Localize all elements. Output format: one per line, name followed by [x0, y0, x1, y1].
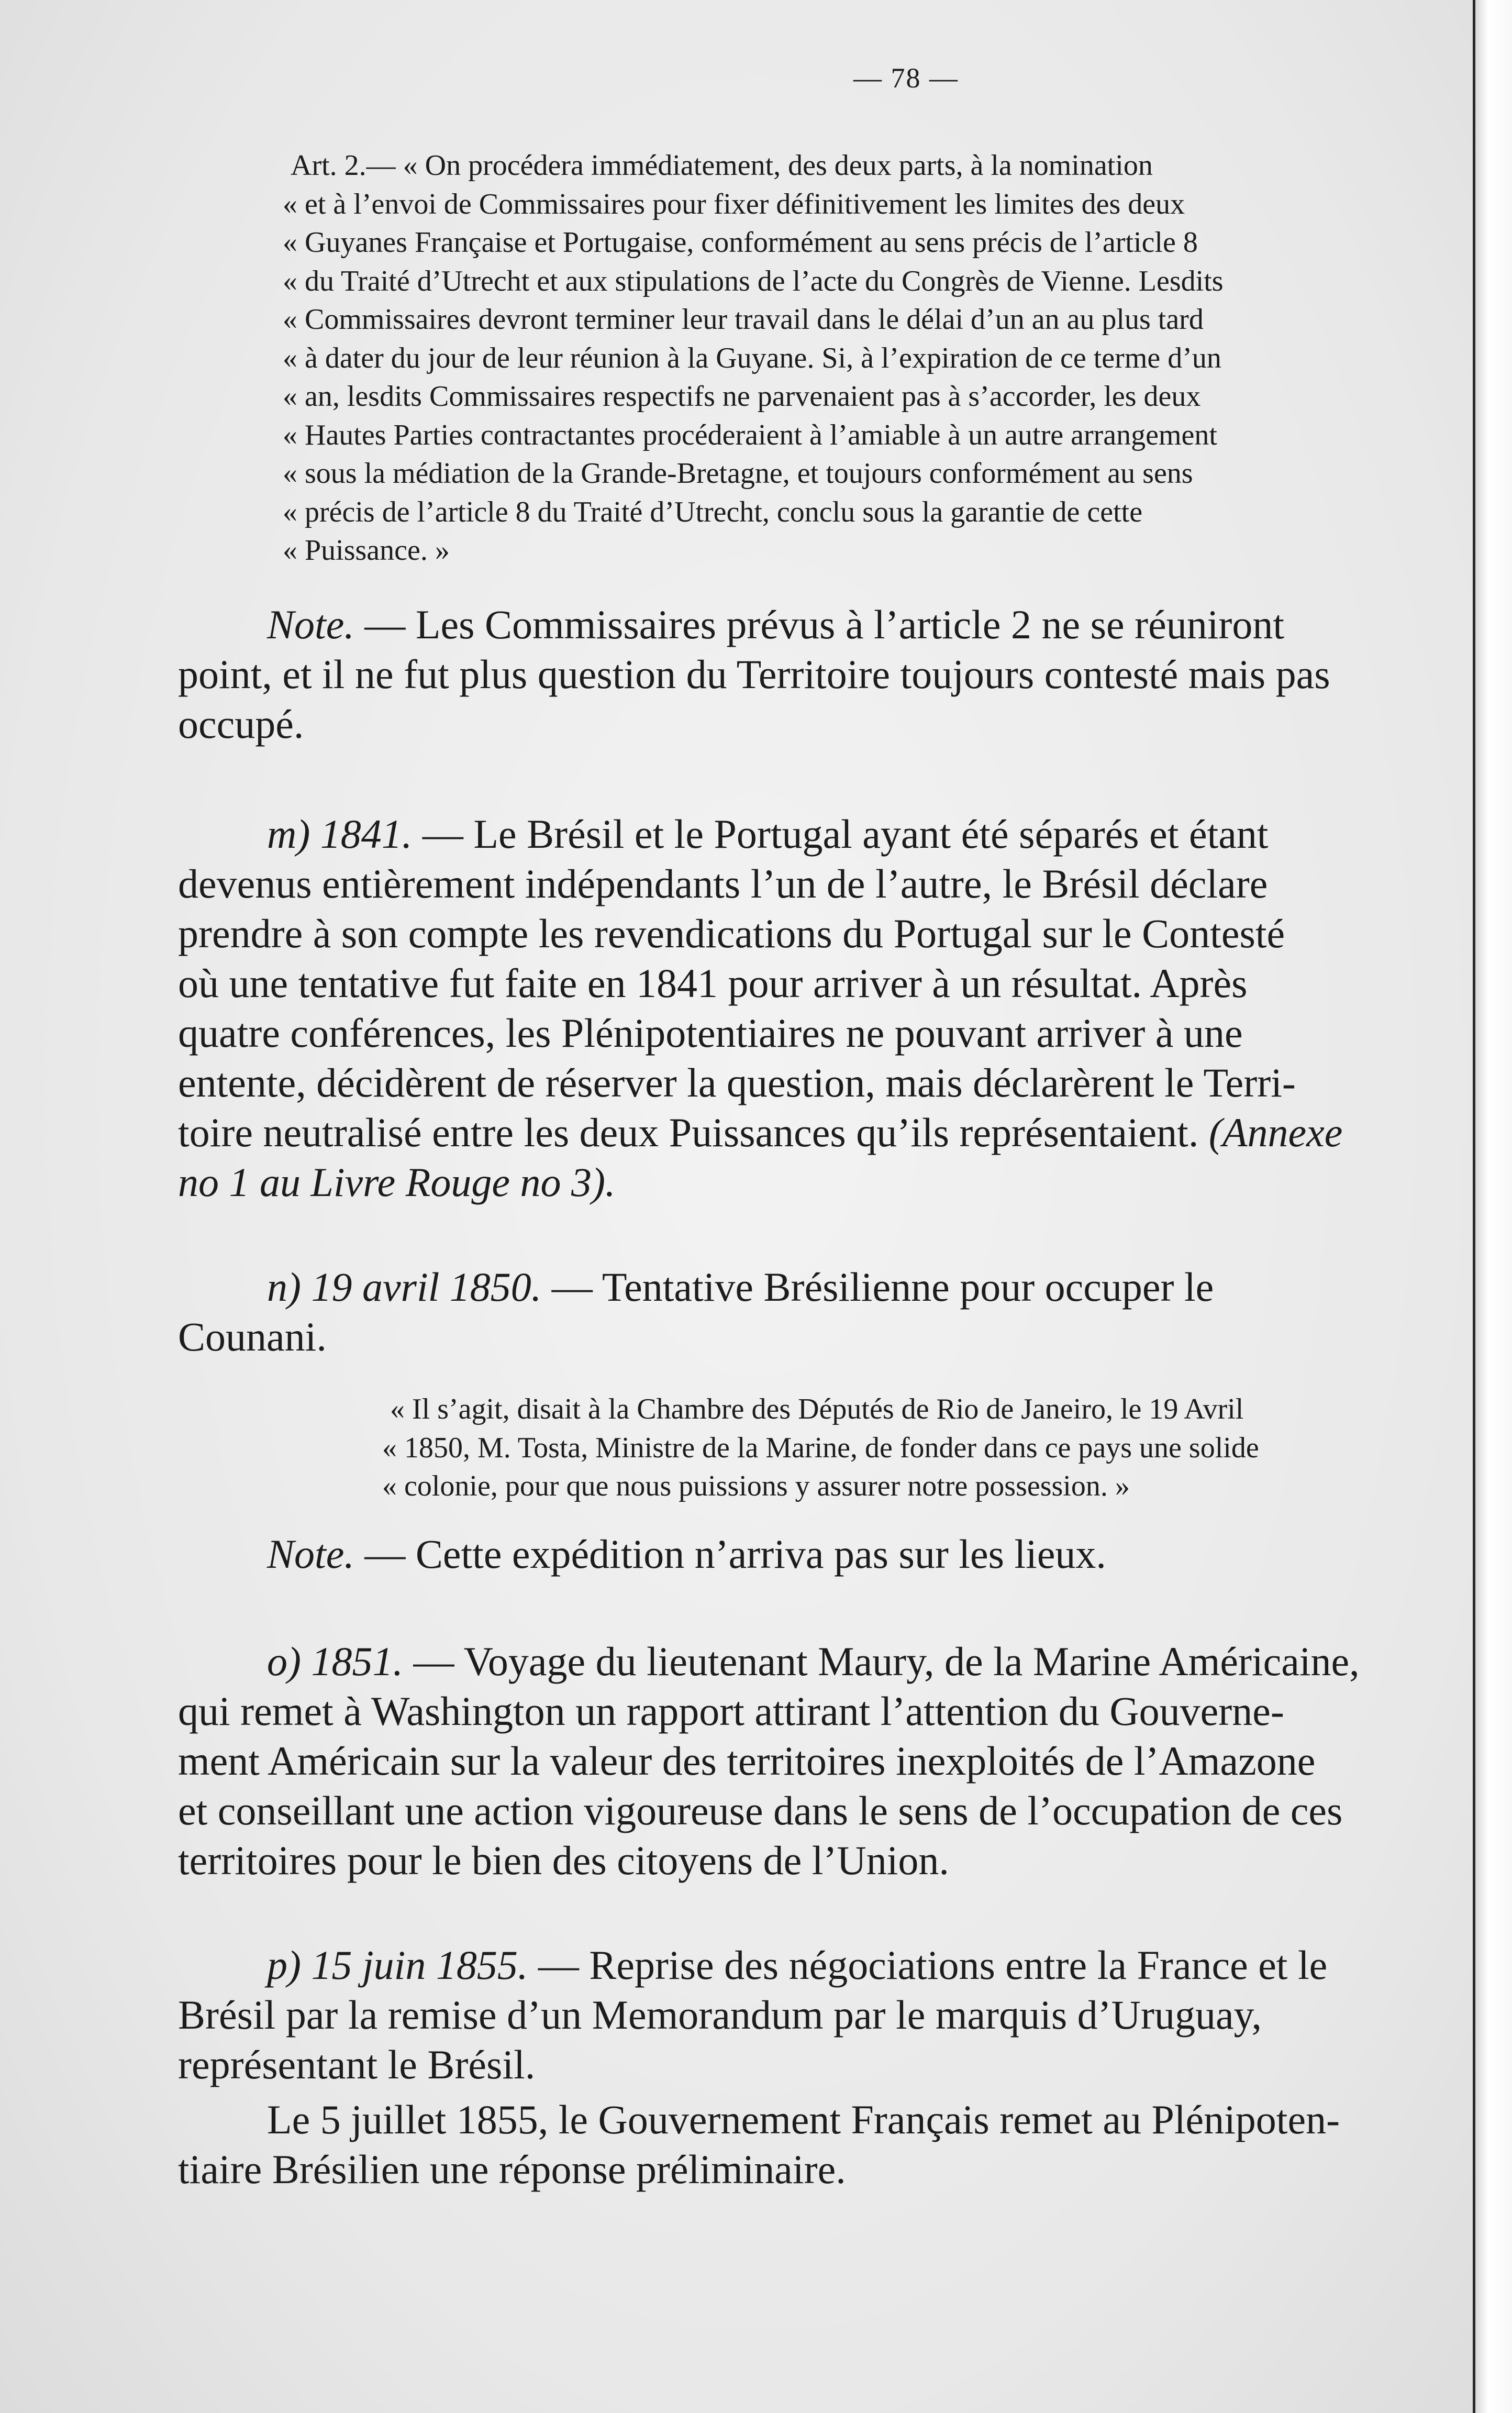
entry-text: entente, décidèrent de réserver la question, mais déclarèrent le Terri- [178, 1060, 1296, 1105]
note-text: occupé. [178, 701, 304, 747]
quote-line: « Il s’agit, disait à la Chambre des Députés de Rio de Janeiro, le 19 Avril [390, 1393, 1244, 1425]
note-commissaires [178, 600, 1400, 749]
entry-text: prendre à son compte les revendications du Portugal sur le Contesté [178, 911, 1285, 956]
note-expedition [178, 1529, 1400, 1579]
note-label: Note. [267, 1531, 354, 1577]
entry-text: — Voyage du lieutenant Maury, de la Marine Américaine, [403, 1639, 1360, 1684]
entry-1841 [178, 809, 1400, 1207]
rio-quote [277, 1390, 1400, 1506]
entry-text: — Tentative Brésilienne pour occuper le [541, 1264, 1214, 1310]
article-line: « sous la médiation de la Grande-Bretagne, et toujours conformément au sens [283, 457, 1193, 490]
entry-text: représentant le Brésil. [178, 2042, 536, 2087]
article-line: « Guyanes Française et Portugaise, conformément au sens précis de l’article 8 [283, 226, 1198, 259]
article-line: « à dater du jour de leur réunion à la Guyane. Si, à l’expiration de ce terme d’un [283, 341, 1221, 374]
entry-text: — Le Brésil et le Portugal ayant été séparés et étant [412, 811, 1269, 857]
article-line: « an, lesdits Commissaires respectifs ne parvenaient pas à s’accorder, les deux [283, 380, 1201, 413]
note-text: point, et il ne fut plus question du Territoire toujours contesté mais pas [178, 651, 1330, 697]
entry-text: Brésil par la remise d’un Memorandum par le marquis d’Uruguay, [178, 1992, 1262, 2038]
entry-text: devenus entièrement indépendants l’un de l’autre, le Brésil déclare [178, 861, 1268, 906]
page-number: — 78 — [853, 62, 959, 94]
entry-label: o) 1851. [267, 1639, 403, 1684]
article-line: « Commissaires devront terminer leur travail dans le délai d’un an au plus tard [283, 303, 1204, 336]
entry-1855-response [178, 2095, 1400, 2194]
page-binding-edge [1473, 0, 1512, 2413]
annex-reference: (Annexe [1208, 1110, 1343, 1155]
entry-text: territoires pour le bien des citoyens de l’Union. [178, 1838, 949, 1883]
entry-1851 [178, 1636, 1400, 1885]
entry-1855 [178, 1940, 1400, 2089]
entry-text: et conseillant une action vigoureuse dans le sens de l’occupation de ces [178, 1788, 1343, 1833]
note-text: — Les Commissaires prévus à l’article 2 ne se réuniront [354, 602, 1285, 647]
article-line: « Puissance. » [283, 534, 450, 567]
article-line: « Hautes Parties contractantes procéderaient à l’amiable à un autre arrangement [283, 418, 1217, 451]
entry-text: toire neutralisé entre les deux Puissances qu’ils représentaient. [178, 1110, 1209, 1155]
entry-label: n) 19 avril 1850. [267, 1264, 542, 1310]
entry-text: Counani. [178, 1314, 327, 1359]
entry-label: p) 15 juin 1855. [267, 1942, 528, 1988]
entry-label: m) 1841. [267, 811, 413, 857]
article-line: Art. 2.— « On procédera immédiatement, des deux parts, à la nomination [291, 149, 1153, 182]
article-line: « et à l’envoi de Commissaires pour fixer définitivement les limites des deux [283, 187, 1185, 220]
note-label: Note. [267, 602, 354, 647]
annex-reference: no 1 au Livre Rouge no 3). [178, 1159, 616, 1205]
entry-text: quatre conférences, les Plénipotentiaires ne pouvant arriver à une [178, 1010, 1243, 1056]
entry-1850 [178, 1262, 1400, 1362]
quote-line: « 1850, M. Tosta, Ministre de la Marine, de fonder dans ce pays une solide [382, 1431, 1259, 1464]
article-line: « précis de l’article 8 du Traité d’Utrecht, conclu sous la garantie de cette [283, 495, 1143, 528]
entry-text: ment Américain sur la valeur des territoires inexploités de l’Amazone [178, 1738, 1316, 1784]
entry-text: qui remet à Washington un rapport attirant l’attention du Gouverne- [178, 1688, 1284, 1734]
article-line: « du Traité d’Utrecht et aux stipulations de l’acte du Congrès de Vienne. Lesdits [283, 264, 1224, 297]
entry-text: tiaire Brésilien une réponse préliminaire. [178, 2146, 846, 2192]
quote-line: « colonie, pour que nous puissions y assurer notre possession. » [382, 1470, 1130, 1502]
entry-text: où une tentative fut faite en 1841 pour arriver à un résultat. Après [178, 960, 1248, 1006]
entry-text: Le 5 juillet 1855, le Gouvernement Français remet au Plénipoten- [267, 2097, 1340, 2142]
entry-text: — Reprise des négociations entre la France et le [528, 1942, 1328, 1988]
note-text: — Cette expédition n’arriva pas sur les lieux. [354, 1531, 1106, 1577]
article-2-quote [178, 147, 1400, 570]
